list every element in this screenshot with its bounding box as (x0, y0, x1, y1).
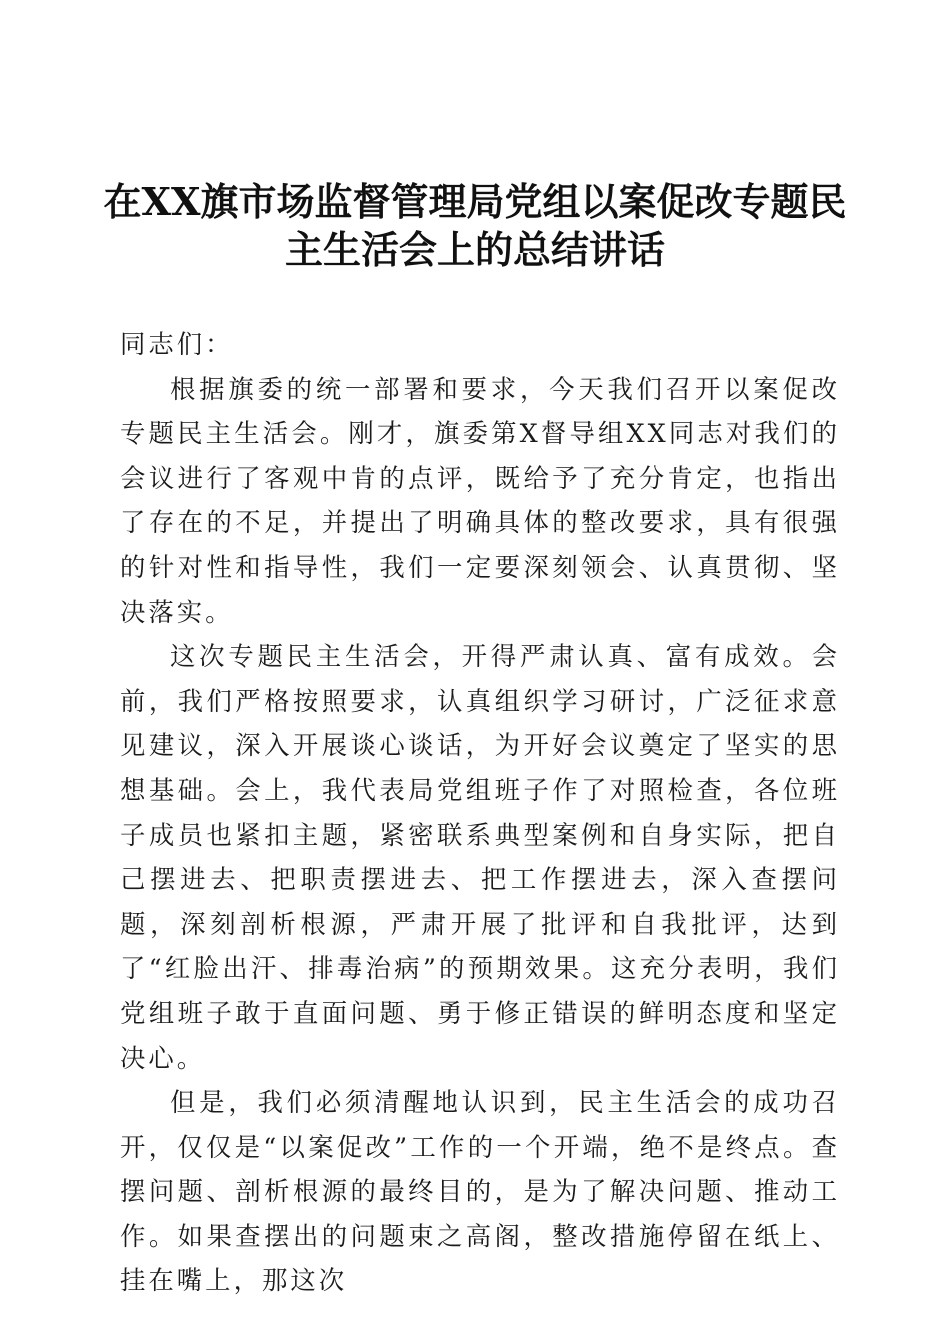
document-body (120, 322, 840, 1303)
paragraph-3: 但是，我们必须清醒地认识到，民主生活会的成功召开，仅仅是“以案促改”工作的一个开端，绝不是终点。查摆问题、剖析根源的最终目的，是为了解决问题、推动工作。如果查摆出的问题束之高阁，整改措施停留在纸上、挂在嘴上，那这次 (120, 1087, 840, 1296)
document-title: 在XX旗市场监督管理局党组以案促改专题民主生活会上的总结讲话 (103, 179, 847, 272)
paragraph-2: 这次专题民主生活会，开得严肃认真、富有成效。会前，我们严格按照要求，认真组织学习研讨，广泛征求意见建议，深入开展谈心谈话，为开好会议奠定了坚实的思想基础。会上，我代表局党组班子作了对照检查，各位班子成员也紧扣主题，紧密联系典型案例和自身实际，把自己摆进去、把职责摆进去、把工作摆进去，深入查摆问题，深刻剖析根源，严肃开展了批评和自我批评，达到了“红脸出汗、排毒治病”的预期效果。这充分表明，我们党组班子敢于直面问题、勇于修正错误的鲜明态度和坚定决心。 (120, 641, 840, 1073)
paragraph-1: 根据旗委的统一部署和要求，今天我们召开以案促改专题民主生活会。刚才，旗委第X督导组XX同志对我们的会议进行了客观中肯的点评，既给予了充分肯定，也指出了存在的不足，并提出了明确具体的整改要求，具有很强的针对性和指导性，我们一定要深刻领会、认真贯彻、坚决落实。 (120, 373, 840, 627)
salutation: 同志们： (120, 329, 234, 359)
